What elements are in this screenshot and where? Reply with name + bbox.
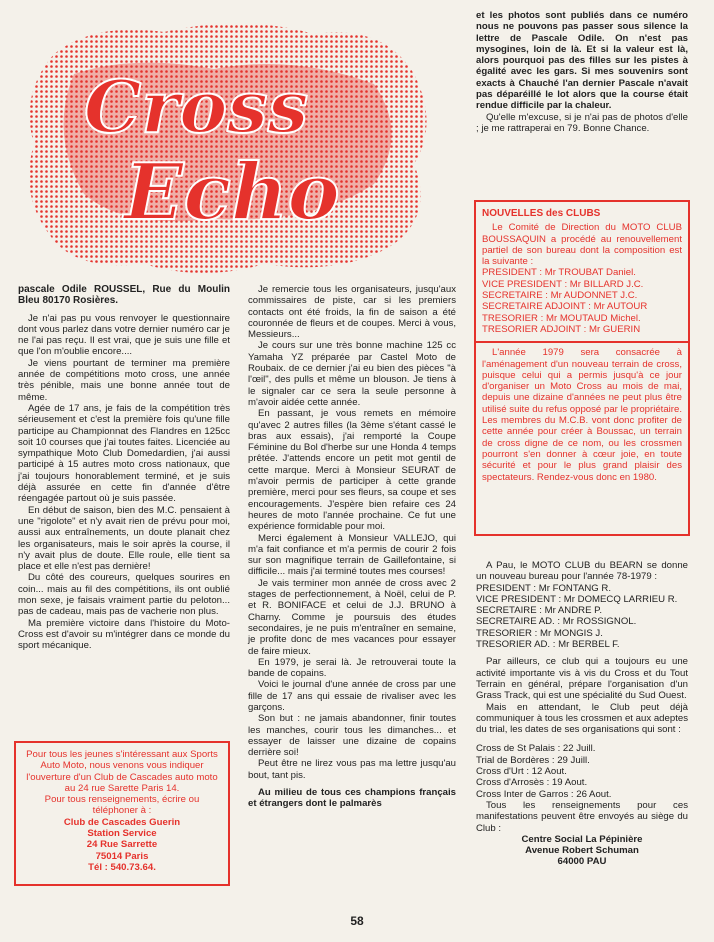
column-3-top — [476, 10, 688, 134]
paragraph: et les photos sont publiés dans ce numéro nous ne pouvons pas passer sous silence la lettre de Pascale Odile. On n'est pas mysogines, loin de là. Et si la valeur est là, alors pourquoi pas des filles sur les pistes à égalité avec les gars. Si mes souvenirs sont exacts à Chauché l'an dernier Pascale n'avait pas déparéillé le lot alors que la course était rendue difficile par la chaleur. — [476, 10, 688, 112]
role-line: TRESORIER ADJOINT : Mr GUERIN — [482, 323, 641, 335]
ad-address-line: Station Service — [87, 828, 157, 840]
column-1 — [18, 284, 230, 652]
paragraph: Tous les renseignements pour ces manifestations peuvent être envoyés au siège du Club : — [476, 799, 688, 834]
role-line: SECRETAIRE : Mr ANDRE P. — [476, 605, 602, 617]
date-line: Cross de St Palais : 22 Juill. — [476, 743, 596, 755]
paragraph: Peut être ne lirez vous pas ma lettre jusqu'au bout, tant pis. — [248, 758, 456, 781]
address-line: Avenue Robert Schuman — [525, 845, 639, 857]
paragraph: Son but : ne jamais abandonner, finir toutes les manches, courir tous les dimanches... et essayer de laisser une dizaine de copains derrière soi! — [248, 713, 456, 759]
date-line: Cross d'Urt : 12 Aout. — [476, 766, 567, 778]
role-line: PRESIDENT : Mr FONTANG R. — [476, 582, 612, 594]
paragraph: Merci également à Monsieur VALLEJO, qui m'a fait confiance et m'a permis de courir 2 fois sur son magnifique terrain de Gaillefontaine, si difficile... mais j'ai terminé toutes mes courses! — [248, 532, 456, 578]
paragraph: Je remercie tous les organisateurs, jusqu'aux commissaires de piste, car si les premiers contacts ont été froids, la fin de saison a été couronnée de fleurs et de coupes. Merci à vous, Messieurs... — [248, 284, 456, 341]
role-line: PRESIDENT : Mr TROUBAT Daniel. — [482, 267, 636, 279]
cross-echo-logo — [14, 14, 444, 282]
column-3-bottom — [476, 560, 688, 868]
paragraph: Du côté des coureurs, quelques sourires en coin... mais au fil des compétitions, ils ont oublié mon sexe, je faisais vraiment partie du peloton... pas de cadeau, mais pas de vacherie non plus. — [18, 572, 230, 618]
role-line: SECRETAIRE : Mr AUDONNET J.C. — [482, 290, 638, 302]
ad-address-line: 75014 Paris — [95, 850, 149, 862]
paragraph: En passant, je vous remets en mémoire qu'avec 2 autres filles (la 3ème s'étant cassé le bras aux essais), j'ai remporté la Coupe Féminine du Bol d'herbe sur une Honda 4 temps prêtée. J'attends encore un petit mot gentil de cette marque. Merci à Monsieur SEURAT de m'avoir permis de participer à cette grande première, merci pour ses fleurs, sa coupe et ses encouragements. J'espère bien refaire ces 24 heures de moto l'année prochaine. Ce fut une expérience formidable pour moi. — [248, 408, 456, 533]
role-line: VICE PRESIDENT : Mr DOMECQ LARRIEU R. — [476, 593, 678, 605]
date-line: Trial de Bordères : 29 Juill. — [476, 754, 590, 766]
club-news-box — [474, 200, 690, 536]
role-line: VICE PRESIDENT : Mr BILLARD J.C. — [482, 278, 644, 290]
paragraph: Mais en attendant, le Club peut déjà communiquer à tous les crossmen et aux adeptes du trial, les dates de ses organisations qui sont : — [476, 701, 688, 736]
closing-paragraph: Au milieu de tous ces champions français et étrangers dont le palmarès — [248, 787, 456, 810]
paragraph: En 1979, je serai là. Je retrouverai toute la bande de copains. — [248, 656, 456, 680]
club-news-intro: Le Comité de Direction du MOTO CLUB BOUSSAQUIN a procédé au renouvellement partiel de son bureau dont la composition est la suivante : — [482, 222, 682, 268]
role-line: TRESORIER : Mr MONGIS J. — [476, 627, 603, 639]
paragraph: Ma première victoire dans l'histoire du Moto-Cross est d'avoir su m'intégrer dans ce monde du sport mécanique. — [18, 617, 230, 652]
role-line: SECRETAIRE AD. : Mr ROSSIGNOL. — [476, 616, 637, 628]
address-line: Centre Social La Pépinière — [521, 833, 643, 845]
paragraph: Je vais terminer mon année de cross avec 2 stages de perfectionnement, à Noël, celui de P. et R. BONIFACE et celui de J.J. BRUNO à Charny. Comme je poursuis des études secondaires, je ne puis m'entraîner en semaine, je profite donc de mes vacances pour essayer de faire mieux. — [248, 577, 456, 657]
ad-text: Pour tous les jeunes s'intéressant aux Sports Auto Moto, nous venons vous indiquer l'ouverture d'un Club de Cascades auto moto au 24 rue Sarette Paris 14. — [26, 749, 218, 794]
ad-address-line: Club de Cascades Guerin — [63, 816, 181, 828]
role-line: TRESORIER AD. : Mr BERBEL F. — [476, 639, 620, 651]
paragraph: Qu'elle m'excuse, si je n'ai pas de photos d'elle ; je me rattraperai en 79. Bonne Chance. — [476, 111, 688, 134]
club-news-title: NOUVELLES des CLUBS — [482, 208, 601, 219]
paragraph: Par ailleurs, ce club qui a toujours eu une activité importante vis à vis du Cross et du Tout Terrain en général, prépare l'organisation d'un Grass Track, qui est une spécialité du Sud Ouest. — [476, 656, 688, 702]
role-line: SECRETAIRE ADJOINT : Mr AUTOUR — [482, 301, 648, 313]
bearn-roles — [476, 583, 688, 651]
ad-text-2: Pour tous renseignements, écrire ou téléphoner à : — [44, 794, 200, 817]
paragraph: Je viens pourtant de terminer ma première année de compétitions moto cross, une année très pénible, mais une bonne année tout de même. — [18, 357, 230, 403]
paragraph: Je cours sur une très bonne machine 125 cc Yamaha YZ préparée par Castel Moto de Roubaix. de ce dernier j'ai eu bien des pièces "à l'œil", des pulls et même un blouson. Je tiens à le signaler car ce sera la seule personne à m'avoir aidée cette année. — [248, 340, 456, 408]
role-line: TRESORIER : Mr MOUTAUD Michel. — [482, 312, 641, 324]
column-2 — [248, 284, 456, 810]
club-news-paragraph: L'année 1979 sera consacrée à l'aménagement d'un nouveau terrain de cross, puisque celui qui a permis jusqu'à ce jour d'organiser un Moto Cross au mois de mai, depuis une dizaine d'années ne peut plus être utilisé suite du refus opposé par le propriétaire. Les membres du M.C.B. vont donc profiter de cette année pour créer à Boussac, un terrain de cross digne de ce nom, ou les crossmen pourront s'en donner à cœur joie, en toute sécurité et pour le plus grand plaisir des spectateurs. Rendez-vous donc en 1980. — [482, 347, 682, 483]
logo-line1: Cross — [84, 64, 309, 149]
ad-box — [14, 741, 230, 886]
ad-phone: Tél : 540.73.64. — [88, 861, 156, 873]
logo-line2: Echo — [124, 147, 340, 238]
paragraph: Agée de 17 ans, je fais de la compétition très sérieusement et c'est la première fois qu'une fille participe au Championnat des Flandres en 125cc soit 10 courses que j'ai toutes faites. Licenciée au sympathique Moto Club Domedardien, j'ai aussi participé à 15 autres moto cross nationaux, que j'ai toujours honorablement terminé, et je suis déjà assurée en cette fin d'année d'être réengagée partout où je suis passée. — [18, 402, 230, 505]
divider — [476, 341, 688, 343]
bearn-intro: A Pau, le MOTO CLUB du BEARN se donne un nouveau bureau pour l'année 78-1979 : — [476, 560, 688, 583]
ad-address-line: 24 Rue Sarrette — [86, 839, 158, 851]
letter-heading: pascale Odile ROUSSEL, Rue du Moulin Bleu 80170 Rosières. — [18, 284, 230, 307]
paragraph: Je n'ai pas pu vous renvoyer le questionnaire dont vous parlez dans votre dernier numéro car je ne l'ai pas reçu. Il est vrai, que je suis une fille et que l'on m'oublie encore.... — [18, 312, 230, 358]
paragraph: Voici le journal d'une année de cross par une fille de 17 ans qui essaie de rivaliser avec les garçons. — [248, 679, 456, 713]
paragraph: En début de saison, bien des M.C. pensaient à une "rigolote" et n'y avait rien de prévu pour moi, aussi aux entraînements, un doute planait chez les organisateurs, mais le soir après la course, il n'y avait plus de doute. Elle roule, elle tient sa place et elle n'est pas dernière! — [18, 504, 230, 573]
address-line: 64000 PAU — [557, 856, 607, 868]
event-dates — [476, 743, 688, 799]
page-number: 58 — [350, 914, 364, 928]
date-line: Cross Inter de Garros : 26 Aout. — [476, 788, 612, 800]
date-line: Cross d'Arrosès : 19 Aout. — [476, 777, 588, 789]
club-roles — [482, 267, 682, 335]
